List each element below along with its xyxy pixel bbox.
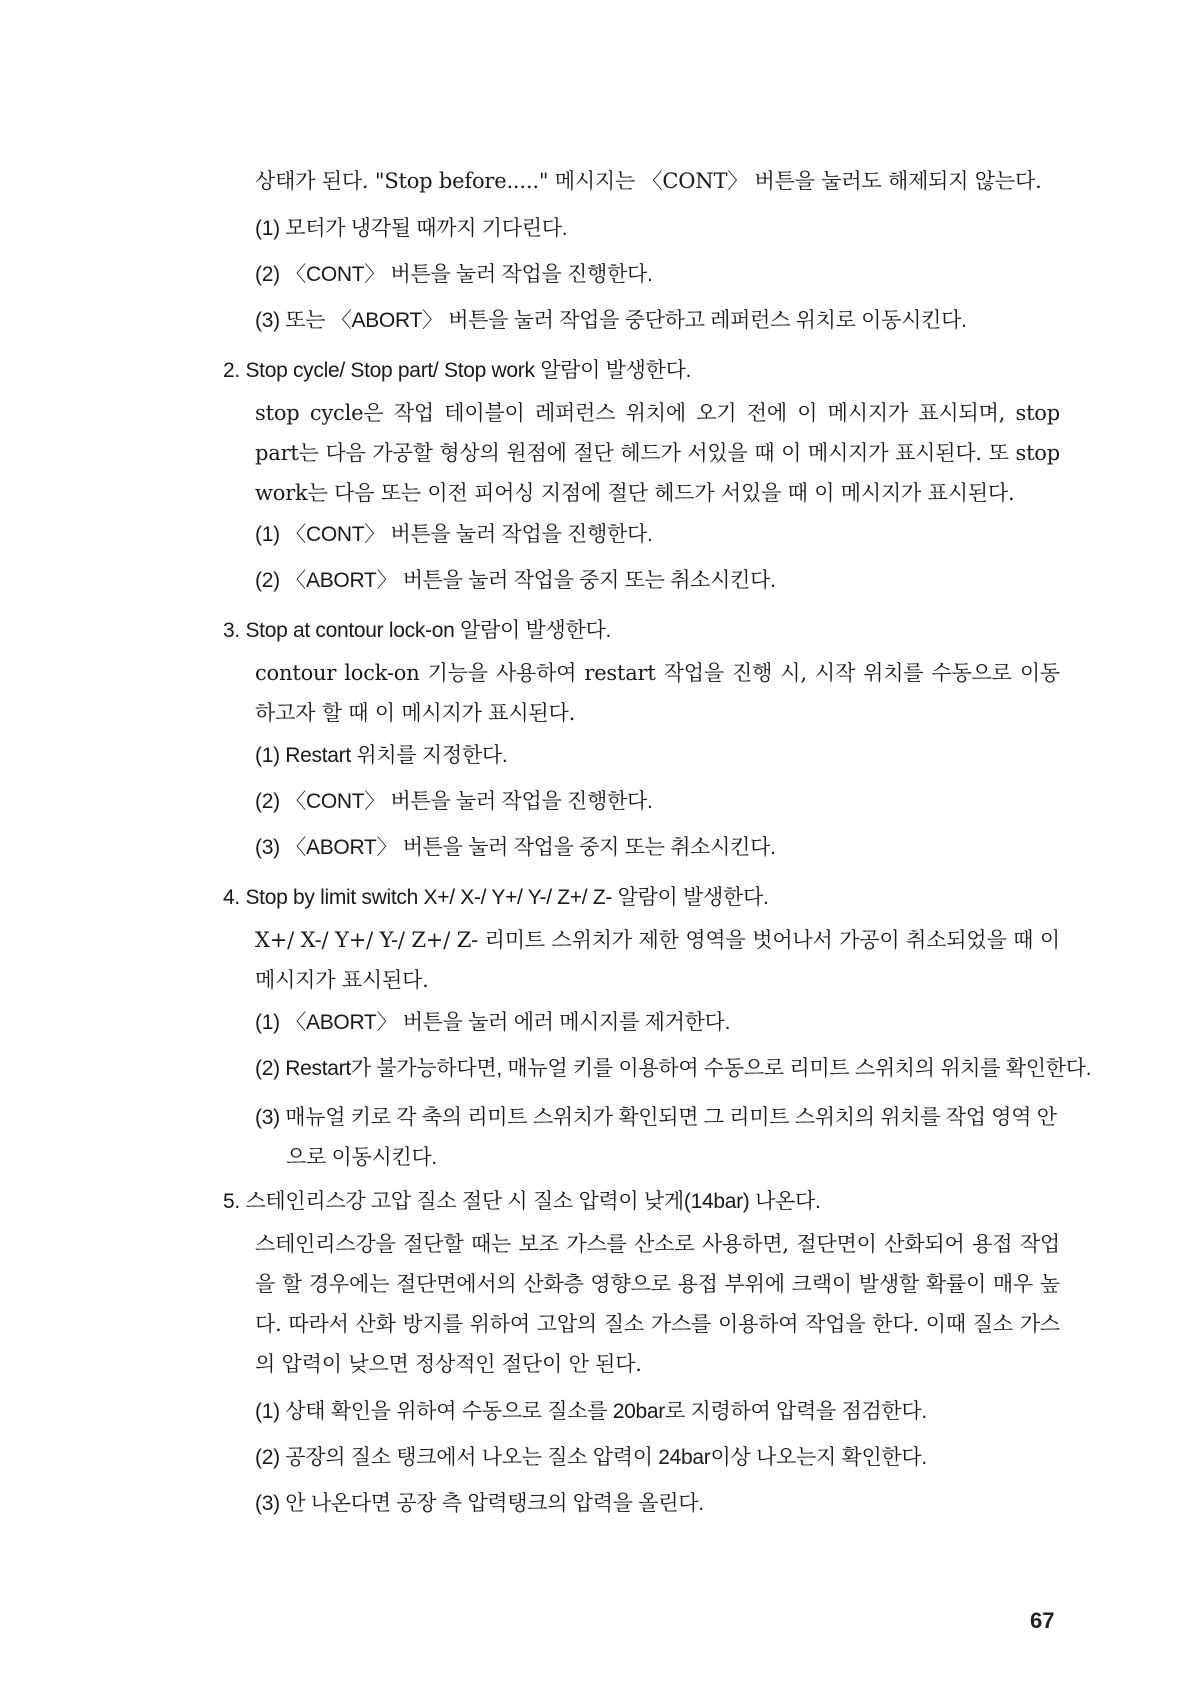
section-3-body: contour lock-on 기능을 사용하여 restart 작업을 진행 시, 시작 위치를 수동으로 이동하고자 할 때 이 메시지가 표시된다. [255,661,1060,725]
section-5-step-1: (1) 상태 확인을 위하여 수동으로 질소를 20bar로 지령하여 압력을 점검한다. [255,1400,927,1423]
page-number: 67 [1030,1608,1055,1633]
section-2-step-2: (2) 〈ABORT〉 버튼을 눌러 작업을 중지 또는 취소시킨다. [255,569,776,592]
section-4-step-1: (1) 〈ABORT〉 버튼을 눌러 에러 메시지를 제거한다. [255,1011,731,1034]
intro-step-2: (2) 〈CONT〉 버튼을 눌러 작업을 진행한다. [255,263,653,286]
section-5-step-3: (3) 안 나온다면 공장 측 압력탱크의 압력을 올린다. [255,1492,704,1515]
section-2-body: stop cycle은 작업 테이블이 레퍼런스 위치에 오기 전에 이 메시지가 표시되며, stop part는 다음 가공할 형상의 원점에 절단 헤드가 서있을 때 이 메시지가 표시된다. 또 stop work는 다음 또는 이전 피어싱 지점에 절단 헤드가 서있을 때 이 메시지가 표시된다. [255,401,1060,505]
section-3-step-2: (2) 〈CONT〉 버튼을 눌러 작업을 진행한다. [255,790,653,813]
section-4-step-2: (2) Restart가 불가능하다면, 매뉴얼 키를 이용하여 수동으로 리미트 스위치의 위치를 확인한다. [255,1057,1092,1080]
section-5-step-2: (2) 공장의 질소 탱크에서 나오는 질소 압력이 24bar이상 나오는지 확인한다. [255,1446,927,1469]
section-4-heading: 4. Stop by limit switch X+/ X-/ Y+/ Y-/ Z+/ Z- 알람이 발생한다. [223,886,769,909]
section-2-heading: 2. Stop cycle/ Stop part/ Stop work 알람이 발생한다. [223,359,692,382]
section-5-body: 스테인리스강을 절단할 때는 보조 가스를 산소로 사용하면, 절단면이 산화되어 용접 작업을 할 경우에는 절단면에서의 산화층 영향으로 용접 부위에 크랙이 발생할 확률이 매우 높다. 따라서 산화 방지를 위하여 고압의 질소 가스를 이용하여 작업을 한다. 이때 질소 가스의 압력이 낮으면 정상적인 절단이 안 된다. [255,1232,1060,1376]
intro-text: 상태가 된다. "Stop before....." 메시지는 〈CONT〉 버튼을 눌러도 해제되지 않는다. [255,169,1042,193]
section-4-step-3: (3) 매뉴얼 키로 각 축의 리미트 스위치가 확인되면 그 리미트 스위치의 위치를 작업 영역 안으로 이동시킨다. [255,1106,1057,1169]
intro-step-3: (3) 또는 〈ABORT〉 버튼을 눌러 작업을 중단하고 레퍼런스 위치로 이동시킨다. [255,309,967,332]
section-2-step-1: (1) 〈CONT〉 버튼을 눌러 작업을 진행한다. [255,523,653,546]
section-3-step-3: (3) 〈ABORT〉 버튼을 눌러 작업을 중지 또는 취소시킨다. [255,836,776,859]
section-3-heading: 3. Stop at contour lock-on 알람이 발생한다. [223,619,612,642]
intro-step-1: (1) 모터가 냉각될 때까지 기다린다. [255,217,568,240]
section-3-step-1: (1) Restart 위치를 지정한다. [255,744,508,767]
section-4-body: X+/ X-/ Y+/ Y-/ Z+/ Z- 리미트 스위치가 제한 영역을 벗어나서 가공이 취소되었을 때 이 메시지가 표시된다. [255,928,1060,992]
section-5-heading: 5. 스테인리스강 고압 질소 절단 시 질소 압력이 낮게(14bar) 나온다. [223,1190,821,1213]
